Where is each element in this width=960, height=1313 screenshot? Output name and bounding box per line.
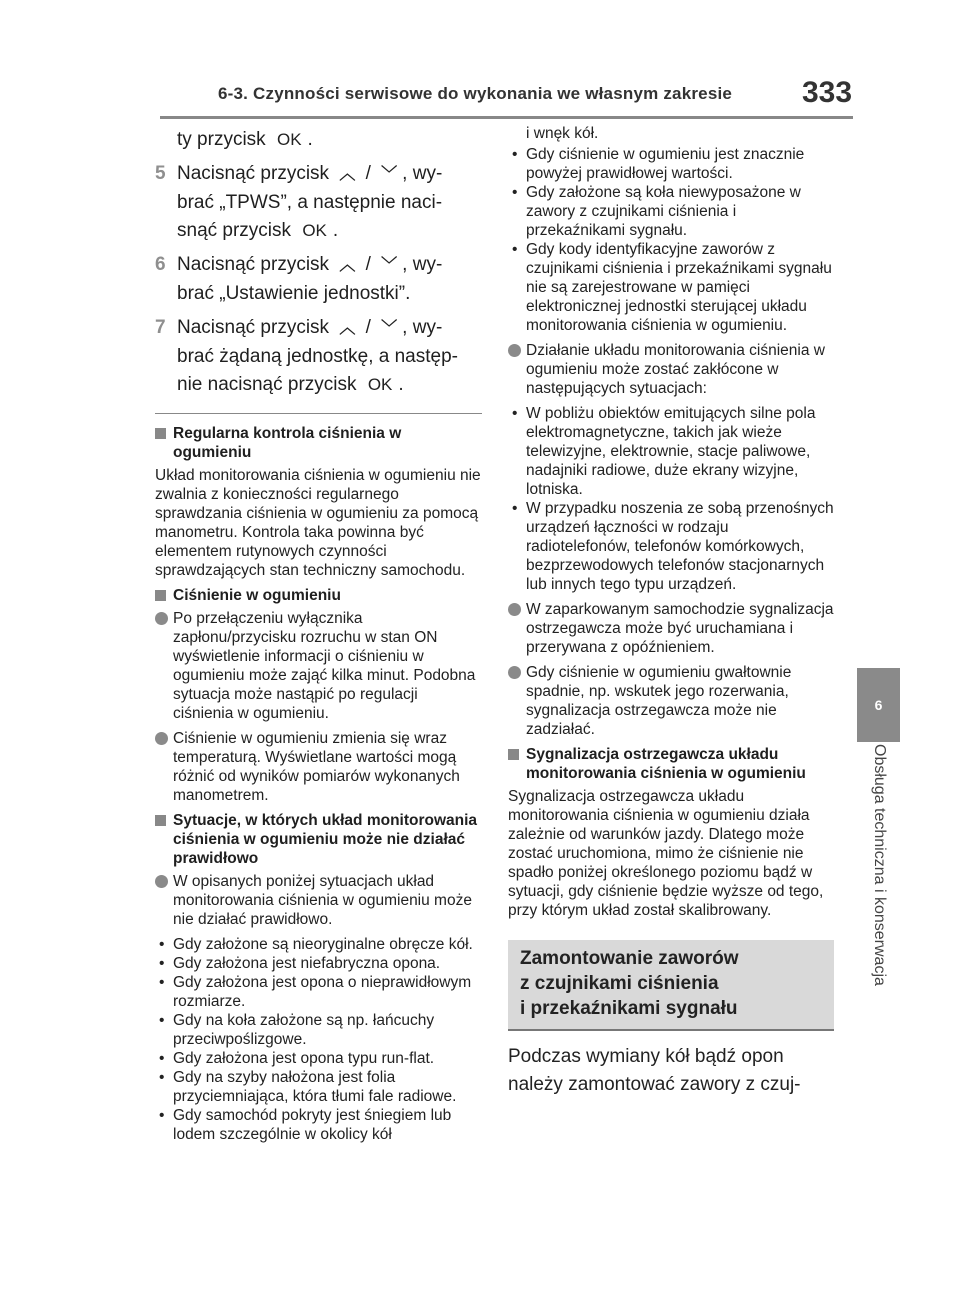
step-number: 5: [155, 163, 166, 184]
section-title-line: i przekaźnikami sygnału: [520, 998, 738, 1019]
list-continuation: i wnęk kół.: [526, 125, 599, 142]
bullet-paragraph: W opisanych poniżej sytuacjach układ monitorowania ciśnienia w ogumieniu może nie działać prawidłowo.: [155, 872, 482, 929]
circle-bullet-icon: [155, 875, 168, 888]
square-bullet-icon: [508, 749, 519, 760]
heading-warning: Sygnalizacja ostrzegawcza układu monitorowania ciśnienia w ogumieniu: [508, 745, 834, 783]
situations-list-continued: [508, 145, 834, 335]
section-intro: Podczas wymiany kół bądź opon należy zamontować zawory z czuj-: [508, 1046, 801, 1095]
paragraph: Sygnalizacja ostrzegawcza układu monitorowania ciśnienia w ogumieniu działa zależnie od warunków jazdy. Dlatego może zostać uruchomiona, mimo że ciśnienie nie spadło poniżej określonego poziomu bądź w sytuacji, gdy ciśnienie będzie wyższe od tego, przy którym układ został skalibrowany.: [508, 788, 824, 919]
left-column: [155, 124, 482, 1150]
ok-button-label: OK: [367, 375, 393, 394]
section-title-line: z czujnikami ciśnienia: [520, 973, 719, 994]
list-item: • Gdy założona jest niefabryczna opona.: [159, 955, 441, 972]
step-6: 6 Nacisnąć przycisk ︿ / ﹀ , wy- brać „Ustawienie jednostki”.: [155, 251, 482, 308]
list-item: • Gdy założone są nieoryginalne obręcze kół.: [159, 936, 473, 953]
square-bullet-icon: [155, 590, 166, 601]
list-item: • Gdy na koła założone są np. łańcuchy przeciwpoślizgowe.: [159, 1012, 435, 1048]
page-header: [160, 74, 860, 120]
bullet-paragraph: Po przełączeniu wyłącznika zapłonu/przycisku rozruchu w stan ON wyświetlenie informacji o ciśnieniu w ogumieniu może zająć kilka minut. Podobna sytuacja może nastąpić po regulacji ciśnienia w ogumieniu.: [155, 609, 482, 723]
chapter-tab: 6: [857, 668, 900, 742]
circle-bullet-icon: [508, 344, 521, 357]
list-item: • Gdy założona jest opona typu run-flat.: [159, 1050, 435, 1067]
ok-button-label: OK: [276, 130, 302, 149]
section-title-line: Zamontowanie zaworów: [520, 948, 739, 969]
circle-bullet-icon: [508, 603, 521, 616]
list-item: • W pobliżu obiektów emitujących silne pola elektromagnetyczne, takich jak wieże telewizyjne, elektrownie, stacje paliwowe, nadajniki radiowe, duże ekrany wizyjne, lotniska.: [512, 405, 816, 498]
square-bullet-icon: [155, 815, 166, 826]
interference-list: [508, 404, 834, 594]
step-4-continuation: ty przycisk OK .: [155, 126, 482, 154]
circle-bullet-icon: [155, 732, 168, 745]
list-item: • Gdy ciśnienie w ogumieniu jest znacznie powyżej prawidłowej wartości.: [512, 146, 805, 182]
step-5: 5 Nacisnąć przycisk ︿ / ﹀ , wy- brać „TPWS”, a następnie naci- snąć przycisk OK .: [155, 160, 482, 245]
list-item: • Gdy kody identyfikacyjne zaworów z czujnikami ciśnienia i przekaźnikami sygnału nie są zarejestrowane w pamięci elektronicznej jednostki sterującej układu monitorowania ciśnienia w ogumieniu.: [512, 241, 832, 334]
list-item: • Gdy na szyby nałożona jest folia przyciemniająca, która tłumi fale radiowe.: [159, 1069, 457, 1105]
heading-regular-check: Regularna kontrola ciśnienia w ogumieniu: [155, 424, 482, 462]
page-number: 333: [802, 76, 853, 109]
right-column: [508, 124, 834, 1099]
list-item: • Gdy założone są koła niewyposażone w zawory z czujnikami ciśnienia i przekaźnikami sygnału.: [512, 184, 801, 239]
step-7: 7 Nacisnąć przycisk ︿ / ﹀ , wy- brać żądaną jednostkę, a następ- nie nacisnąć przycisk OK .: [155, 314, 482, 399]
paragraph: Układ monitorowania ciśnienia w ogumieniu nie zwalnia z konieczności regularnego sprawdzania ciśnienia w ogumieniu za pomocą manometru. Kontrola taka powinna być elementem rutynowych czynności sprawdzających stan techniczny samochodu.: [155, 467, 481, 579]
divider: [155, 413, 482, 414]
list-item: • Gdy założona jest opona o nieprawidłowym rozmiarze.: [159, 974, 472, 1010]
chevron-up-icon: ︿: [339, 320, 356, 337]
bullet-paragraph: W zaparkowanym samochodzie sygnalizacja ostrzegawcza może być uruchamiana i przerywana z opóźnieniem.: [508, 600, 834, 657]
chevron-down-icon: ﹀: [381, 257, 398, 274]
section-title-box: [508, 940, 834, 1031]
heading-situations: Sytuacje, w których układ monitorowania ciśnienia w ogumieniu może nie działać prawidłowo: [155, 811, 482, 868]
heading-tire-pressure: Ciśnienie w ogumieniu: [155, 586, 482, 605]
square-bullet-icon: [155, 428, 166, 439]
header-title: 6-3. Czynności serwisowe do wykonania we własnym zakresie: [218, 84, 733, 103]
chevron-up-icon: ︿: [339, 166, 356, 183]
chevron-up-icon: ︿: [339, 257, 356, 274]
circle-bullet-icon: [508, 666, 521, 679]
ok-button-label: OK: [302, 221, 327, 240]
step-number: 6: [155, 254, 166, 275]
step-number: 7: [155, 317, 166, 338]
chapter-label: Obsługa techniczna i konserwacja: [871, 744, 888, 986]
header-rule: [160, 116, 853, 119]
chevron-down-icon: ﹀: [381, 166, 398, 183]
chevron-down-icon: ﹀: [381, 320, 398, 337]
list-item: • Gdy samochód pokryty jest śniegiem lub lodem szczególnie w okolicy kół: [159, 1107, 452, 1143]
bullet-paragraph: Ciśnienie w ogumieniu zmienia się wraz temperaturą. Wyświetlane wartości mogą różnić od wyników pomiarów wykonanych manometrem.: [155, 729, 482, 805]
circle-bullet-icon: [155, 612, 168, 625]
bullet-paragraph: Gdy ciśnienie w ogumieniu gwałtownie spadnie, np. wskutek jego rozerwania, sygnalizacja ostrzegawcza może nie zadziałać.: [508, 663, 834, 739]
situations-list: [155, 935, 482, 1144]
bullet-paragraph: Działanie układu monitorowania ciśnienia w ogumieniu może zostać zakłócone w następujących sytuacjach:: [508, 341, 834, 398]
list-item: • W przypadku noszenia ze sobą przenośnych urządzeń łączności w rodzaju radiotelefonów, telefonów komórkowych, bezprzewodowych telefonów stacjonarnych lub innych tego typu urządzeń.: [512, 500, 834, 593]
